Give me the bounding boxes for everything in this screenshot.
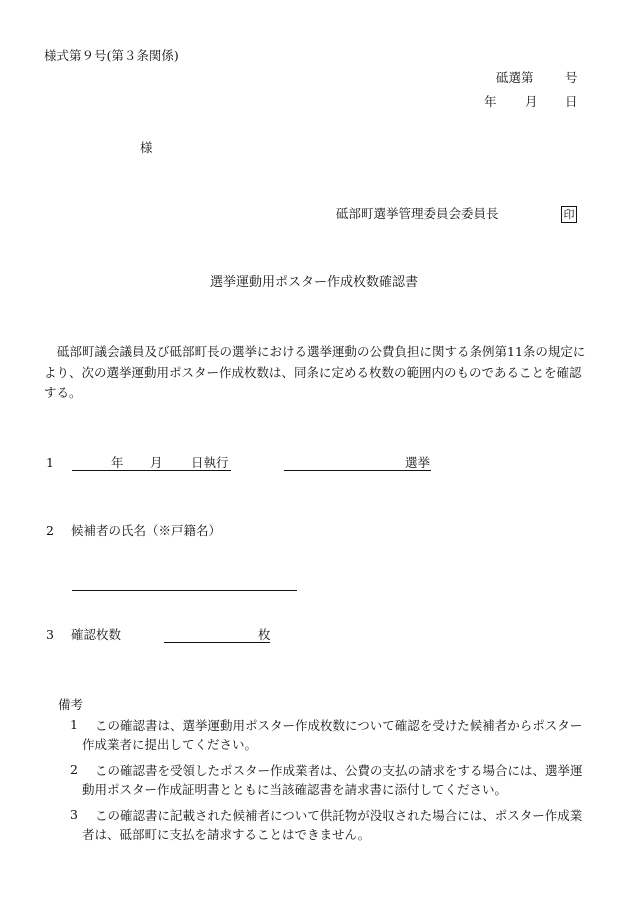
body-text: 砥部町議会議員及び砥部町長の選挙における選挙運動の公費負担に関する条例第11条の規定により、次の選挙運動用ポスター作成枚数は、同条に定める枚数の範囲内のものであることを確認する。 [44,344,586,400]
item1-date-underline[interactable] [72,470,231,471]
item3-number: 3 [46,627,54,642]
date-year-label: 年 [484,94,497,109]
document-title: 選挙運動用ポスター作成枚数確認書 [210,275,419,290]
issuer: 砥部町選挙管理委員会委員長 [336,206,499,221]
date-month-label: 月 [525,94,538,109]
item2-label: 候補者の氏名（※戸籍名） [71,523,222,538]
item1-year-label: 年 [111,455,124,470]
form-number: 様式第９号(第３条関係) [44,48,179,63]
confirmed-count-underline[interactable] [164,642,270,643]
item1-election-underline[interactable] [284,470,431,471]
doc-number-suffix: 号 [565,70,578,85]
item1-number: 1 [46,455,54,470]
addressee-suffix: 様 [140,140,153,155]
note-number: 1 [70,717,78,732]
item1-execution-label: 日執行 [191,455,229,470]
item1-month-label: 月 [150,455,163,470]
note-text: この確認書に記載された候補者について供託物が没収された場合には、ポスター作成業者は、砥部町に支払を請求することはできません。 [82,808,583,842]
doc-number-prefix: 砥選第 [496,70,534,85]
item1-election-label: 選挙 [405,455,431,470]
seal-mark: 印 [561,206,577,223]
note-text: この確認書は、選挙運動用ポスター作成枚数について確認を受けた候補者からポスター作成業者に提出してください。 [82,718,583,752]
remarks-title: 備考 [58,697,84,712]
note-number: 3 [70,807,78,822]
note-number: 2 [70,762,78,777]
candidate-name-line[interactable] [72,590,297,591]
note-text: この確認書を受領したポスター作成業者は、公費の支払の請求をする場合には、選挙運動用ポスター作成証明書とともに当該確認書を請求書に添付してください。 [82,763,583,797]
date-day-label: 日 [565,94,578,109]
item3-label: 確認枚数 [71,627,122,642]
item3-unit: 枚 [258,627,271,642]
item2-number: 2 [46,523,54,538]
